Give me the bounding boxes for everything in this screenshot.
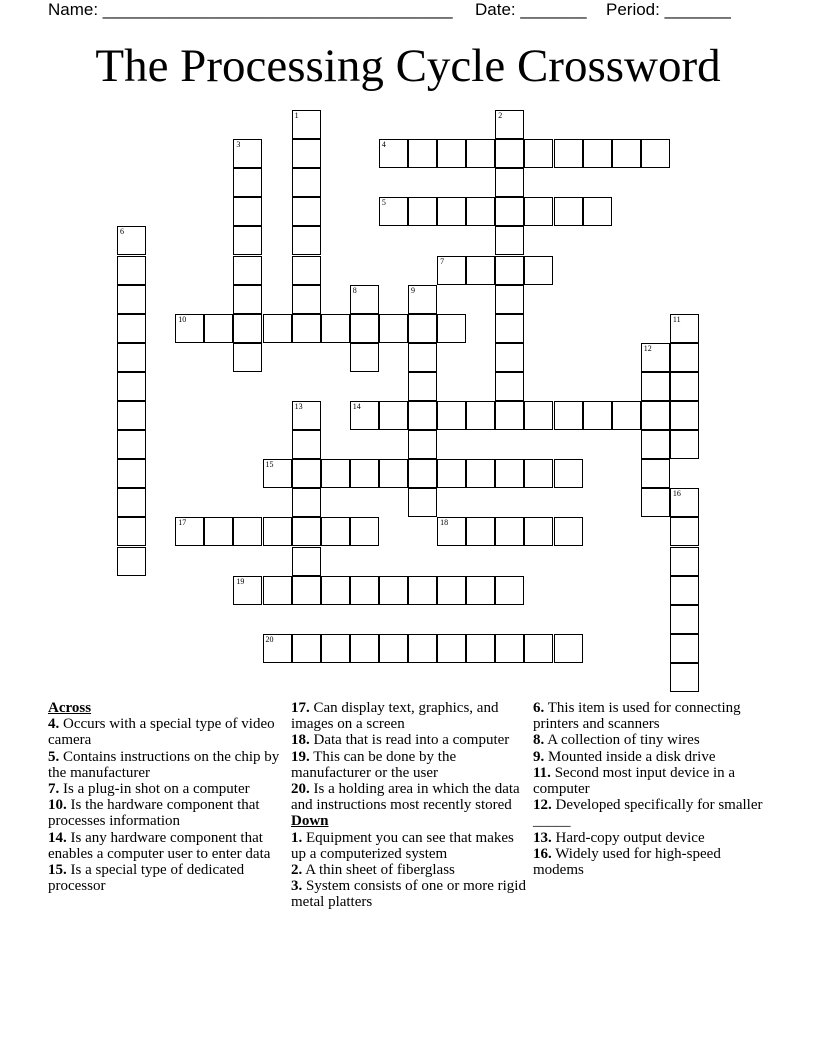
grid-cell[interactable] — [495, 110, 524, 139]
across-clue — [48, 830, 284, 862]
grid-cell[interactable] — [292, 401, 321, 430]
clue-number: 15 — [265, 460, 274, 470]
clue-text: Is a holding area in which the data and instructions most recently stored — [291, 781, 520, 814]
grid-cell[interactable] — [233, 226, 262, 255]
clue-number: 1 — [294, 111, 299, 120]
clue-text: Widely used for high-speed modems — [533, 845, 721, 879]
grid-cell[interactable] — [466, 401, 495, 430]
grid-cell[interactable] — [350, 634, 379, 663]
clue-text: Data that is read into a computer — [313, 732, 510, 749]
across-clue — [48, 749, 284, 781]
clue-num: 3. — [291, 878, 303, 895]
clue-number: 8 — [352, 285, 357, 295]
grid-cell[interactable] — [117, 372, 146, 401]
grid-cell[interactable] — [233, 256, 262, 285]
down-clue — [533, 749, 773, 765]
grid-cell[interactable] — [117, 430, 146, 459]
grid-cell[interactable] — [408, 576, 437, 605]
grid-cell[interactable] — [554, 197, 583, 226]
grid-cell[interactable] — [379, 314, 408, 343]
grid-cell[interactable] — [408, 459, 437, 488]
clue-text: Equipment you can see that makes up a computerized system — [291, 829, 514, 862]
grid-cell[interactable] — [524, 401, 553, 430]
grid-cell[interactable] — [583, 139, 612, 168]
grid-cell[interactable] — [495, 168, 524, 197]
grid-cell[interactable] — [350, 401, 379, 430]
clue-number: 9 — [411, 285, 415, 295]
down-clue — [533, 732, 773, 748]
clue-text: Is a plug-in shot on a computer — [63, 781, 250, 798]
grid-cell[interactable] — [495, 343, 524, 372]
clue-num: 2. — [291, 862, 303, 879]
grid-cell[interactable] — [292, 139, 321, 168]
grid-cell[interactable] — [117, 488, 146, 517]
grid-cell[interactable] — [495, 401, 524, 430]
clue-text: Is a special type of dedicated processor — [48, 862, 245, 895]
grid-cell[interactable] — [117, 226, 146, 255]
grid-cell[interactable] — [117, 256, 146, 285]
grid-cell[interactable] — [583, 197, 612, 226]
grid-cell[interactable] — [495, 285, 524, 314]
clue-text: Is any hardware component that enables a computer user to enter data — [48, 829, 271, 862]
across-heading: Across — [48, 700, 92, 716]
grid-cell[interactable] — [670, 372, 699, 401]
grid-cell[interactable] — [117, 285, 146, 314]
grid-cell[interactable] — [670, 547, 699, 576]
grid-cell[interactable] — [379, 459, 408, 488]
grid-cell[interactable] — [233, 168, 262, 197]
grid-cell[interactable] — [292, 459, 321, 488]
grid-cell[interactable] — [495, 372, 524, 401]
grid-cell[interactable] — [263, 459, 292, 488]
grid-cell[interactable] — [321, 634, 350, 663]
grid-cell[interactable] — [437, 314, 466, 343]
grid-cell[interactable] — [495, 314, 524, 343]
grid-cell[interactable] — [117, 459, 146, 488]
grid-cell[interactable] — [233, 139, 262, 168]
down-clue — [533, 846, 773, 878]
grid-cell[interactable] — [263, 517, 292, 546]
grid-cell[interactable] — [408, 430, 437, 459]
grid-cell[interactable] — [495, 197, 524, 226]
grid-cell[interactable] — [350, 576, 379, 605]
grid-cell[interactable] — [554, 517, 583, 546]
clue-text: Contains instructions on the chip by the manufacturer — [48, 748, 280, 781]
grid-cell[interactable] — [408, 634, 437, 663]
grid-cell[interactable] — [641, 459, 670, 488]
grid-cell[interactable] — [466, 517, 495, 546]
grid-cell[interactable] — [321, 517, 350, 546]
grid-cell[interactable] — [670, 605, 699, 634]
grid-cell[interactable] — [466, 197, 495, 226]
clue-text: Is the hardware component that processes information — [48, 797, 260, 830]
grid-cell[interactable] — [292, 634, 321, 663]
name-field-label[interactable]: Name: _____________________________________ — [48, 0, 453, 19]
grid-cell[interactable] — [350, 459, 379, 488]
clue-number: 16 — [672, 489, 681, 499]
grid-cell[interactable] — [670, 663, 699, 692]
grid-cell[interactable] — [641, 430, 670, 459]
grid-cell[interactable] — [641, 488, 670, 517]
grid-cell[interactable] — [292, 517, 321, 546]
clue-num: 10. — [48, 797, 67, 814]
across-clue — [291, 749, 527, 781]
grid-cell[interactable] — [292, 430, 321, 459]
clue-column-3 — [533, 700, 773, 878]
clue-number: 6 — [120, 227, 124, 237]
grid-cell[interactable] — [437, 197, 466, 226]
down-clue — [291, 830, 527, 862]
period-field-label[interactable]: Period: _______ — [606, 0, 731, 19]
grid-cell[interactable] — [408, 285, 437, 314]
clue-number: 7 — [440, 256, 445, 266]
down-clue — [533, 797, 773, 829]
clue-num: 11. — [533, 764, 551, 781]
clue-number: 14 — [352, 402, 361, 411]
grid-cell[interactable] — [408, 139, 437, 168]
grid-cell[interactable] — [670, 314, 699, 343]
grid-cell[interactable] — [204, 314, 233, 343]
grid-cell[interactable] — [641, 372, 670, 401]
clue-number: 3 — [236, 140, 241, 150]
grid-cell[interactable] — [524, 459, 553, 488]
clue-text: Hard-copy output device — [555, 829, 705, 846]
grid-cell[interactable] — [437, 634, 466, 663]
clue-number: 13 — [294, 402, 303, 411]
clue-text: Developed specifically for smaller _____ — [533, 797, 763, 830]
down-clue — [533, 765, 773, 797]
grid-cell[interactable] — [466, 634, 495, 663]
across-clue — [48, 862, 284, 894]
grid-cell[interactable] — [321, 576, 350, 605]
grid-cell[interactable] — [670, 401, 699, 430]
grid-cell[interactable] — [233, 517, 262, 546]
grid-cell[interactable] — [524, 517, 553, 546]
clue-text: This can be done by the manufacturer or the user — [291, 748, 457, 781]
grid-cell[interactable] — [437, 401, 466, 430]
down-clue — [533, 700, 773, 732]
down-clue — [533, 830, 773, 846]
clue-text: Can display text, graphics, and images on a screen — [291, 700, 499, 733]
grid-cell[interactable] — [495, 634, 524, 663]
grid-cell[interactable] — [670, 430, 699, 459]
grid-cell[interactable] — [612, 139, 641, 168]
page-title: The Processing Cycle Crossword — [95, 40, 721, 92]
grid-cell[interactable] — [379, 197, 408, 226]
grid-cell[interactable] — [408, 401, 437, 430]
grid-cell[interactable] — [408, 372, 437, 401]
grid-cell[interactable] — [466, 576, 495, 605]
clue-num: 9. — [533, 748, 545, 765]
clue-num: 1. — [291, 829, 303, 846]
grid-cell[interactable] — [554, 634, 583, 663]
grid-cell[interactable] — [350, 343, 379, 372]
grid-cell[interactable] — [437, 517, 466, 546]
across-clue — [291, 700, 527, 732]
grid-cell[interactable] — [466, 256, 495, 285]
grid-cell[interactable] — [379, 634, 408, 663]
grid-cell[interactable] — [437, 139, 466, 168]
grid-cell[interactable] — [292, 285, 321, 314]
grid-cell[interactable] — [670, 517, 699, 546]
grid-cell[interactable] — [408, 488, 437, 517]
grid-cell[interactable] — [495, 459, 524, 488]
grid-cell[interactable] — [263, 634, 292, 663]
clue-num: 7. — [48, 781, 60, 798]
down-clue — [291, 862, 527, 878]
grid-cell[interactable] — [263, 314, 292, 343]
grid-cell[interactable] — [117, 517, 146, 546]
clue-num: 19. — [291, 748, 310, 765]
grid-cell[interactable] — [292, 168, 321, 197]
clue-num: 15. — [48, 862, 67, 879]
grid-cell[interactable] — [233, 343, 262, 372]
grid-cell[interactable] — [495, 139, 524, 168]
grid-cell[interactable] — [292, 314, 321, 343]
clue-number: 19 — [236, 576, 245, 586]
grid-cell[interactable] — [117, 547, 146, 576]
clue-num: 6. — [533, 700, 545, 716]
grid-cell[interactable] — [524, 197, 553, 226]
grid-cell[interactable] — [641, 343, 670, 372]
grid-cell[interactable] — [292, 488, 321, 517]
clue-number: 11 — [672, 314, 681, 324]
grid-cell[interactable] — [583, 401, 612, 430]
clue-text: Occurs with a special type of video camera — [48, 716, 275, 749]
clue-text: Mounted inside a disk drive — [548, 748, 716, 765]
grid-cell[interactable] — [292, 576, 321, 605]
grid-cell[interactable] — [408, 197, 437, 226]
clue-num: 14. — [48, 829, 67, 846]
grid-cell[interactable] — [437, 576, 466, 605]
clue-num: 20. — [291, 781, 310, 798]
grid-cell[interactable] — [554, 401, 583, 430]
grid-cell[interactable] — [379, 401, 408, 430]
grid-cell[interactable] — [466, 139, 495, 168]
grid-cell[interactable] — [641, 401, 670, 430]
clue-number: 18 — [440, 518, 449, 528]
across-clue — [291, 781, 527, 813]
grid-cell[interactable] — [292, 256, 321, 285]
grid-cell[interactable] — [292, 110, 321, 139]
grid-cell[interactable] — [379, 576, 408, 605]
clue-text: A thin sheet of fiberglass — [305, 862, 455, 879]
grid-cell[interactable] — [408, 343, 437, 372]
clue-text: This item is used for connecting printers and scanners — [533, 700, 741, 733]
clue-text: A collection of tiny wires — [547, 732, 700, 749]
clue-num: 4. — [48, 716, 60, 733]
across-clue — [291, 732, 527, 748]
grid-cell[interactable] — [495, 256, 524, 285]
grid-cell[interactable] — [117, 314, 146, 343]
grid-cell[interactable] — [350, 314, 379, 343]
grid-cell[interactable] — [379, 139, 408, 168]
clue-num: 8. — [533, 732, 545, 749]
grid-cell[interactable] — [233, 285, 262, 314]
down-clue — [291, 878, 527, 910]
clue-num: 16. — [533, 845, 552, 862]
grid-cell[interactable] — [554, 139, 583, 168]
across-clue — [48, 797, 284, 829]
clue-column-2 — [291, 700, 527, 911]
clue-num: 5. — [48, 748, 60, 765]
down-heading: Down — [291, 813, 329, 830]
grid-cell[interactable] — [233, 576, 262, 605]
grid-cell[interactable] — [670, 488, 699, 517]
grid-cell[interactable] — [233, 197, 262, 226]
grid-cell[interactable] — [292, 547, 321, 576]
clue-num: 13. — [533, 829, 552, 846]
clue-text: System consists of one or more rigid metal platters — [291, 878, 526, 911]
clue-num: 12. — [533, 797, 552, 814]
grid-cell[interactable] — [437, 256, 466, 285]
clue-num: 18. — [291, 732, 310, 749]
clue-number: 20 — [265, 634, 274, 644]
grid-cell[interactable] — [524, 634, 553, 663]
grid-cell[interactable] — [524, 256, 553, 285]
across-clue — [48, 781, 284, 797]
grid-cell[interactable] — [524, 139, 553, 168]
grid-cell[interactable] — [408, 314, 437, 343]
clue-num: 17. — [291, 700, 310, 716]
clue-text: Second most input device in a computer — [533, 764, 736, 798]
date-field-label[interactable]: Date: _______ — [475, 0, 587, 19]
grid-cell[interactable] — [641, 139, 670, 168]
clue-column-1 — [48, 700, 284, 894]
grid-cell[interactable] — [233, 314, 262, 343]
grid-cell[interactable] — [321, 314, 350, 343]
grid-cell[interactable] — [670, 576, 699, 605]
grid-cell[interactable] — [321, 459, 350, 488]
grid-cell[interactable] — [495, 517, 524, 546]
clue-number: 5 — [381, 198, 386, 208]
across-clue — [48, 716, 284, 748]
grid-cell[interactable] — [670, 634, 699, 663]
grid-cell[interactable] — [495, 576, 524, 605]
grid-cell[interactable] — [263, 576, 292, 605]
grid-cell[interactable] — [350, 517, 379, 546]
clue-number: 17 — [178, 518, 187, 528]
clue-number: 10 — [178, 314, 187, 324]
grid-cell[interactable] — [117, 343, 146, 372]
grid-cell[interactable] — [437, 459, 466, 488]
grid-cell[interactable] — [466, 459, 495, 488]
grid-cell[interactable] — [292, 197, 321, 226]
grid-cell[interactable] — [204, 517, 233, 546]
grid-cell[interactable] — [612, 401, 641, 430]
grid-cell[interactable] — [554, 459, 583, 488]
grid-cell[interactable] — [670, 343, 699, 372]
grid-cell[interactable] — [175, 517, 204, 546]
grid-cell[interactable] — [117, 401, 146, 430]
grid-cell[interactable] — [495, 226, 524, 255]
clue-number: 4 — [381, 140, 386, 150]
clue-number: 12 — [643, 343, 652, 353]
grid-cell[interactable] — [292, 226, 321, 255]
clue-number: 2 — [498, 111, 503, 120]
grid-cell[interactable] — [350, 285, 379, 314]
grid-cell[interactable] — [175, 314, 204, 343]
